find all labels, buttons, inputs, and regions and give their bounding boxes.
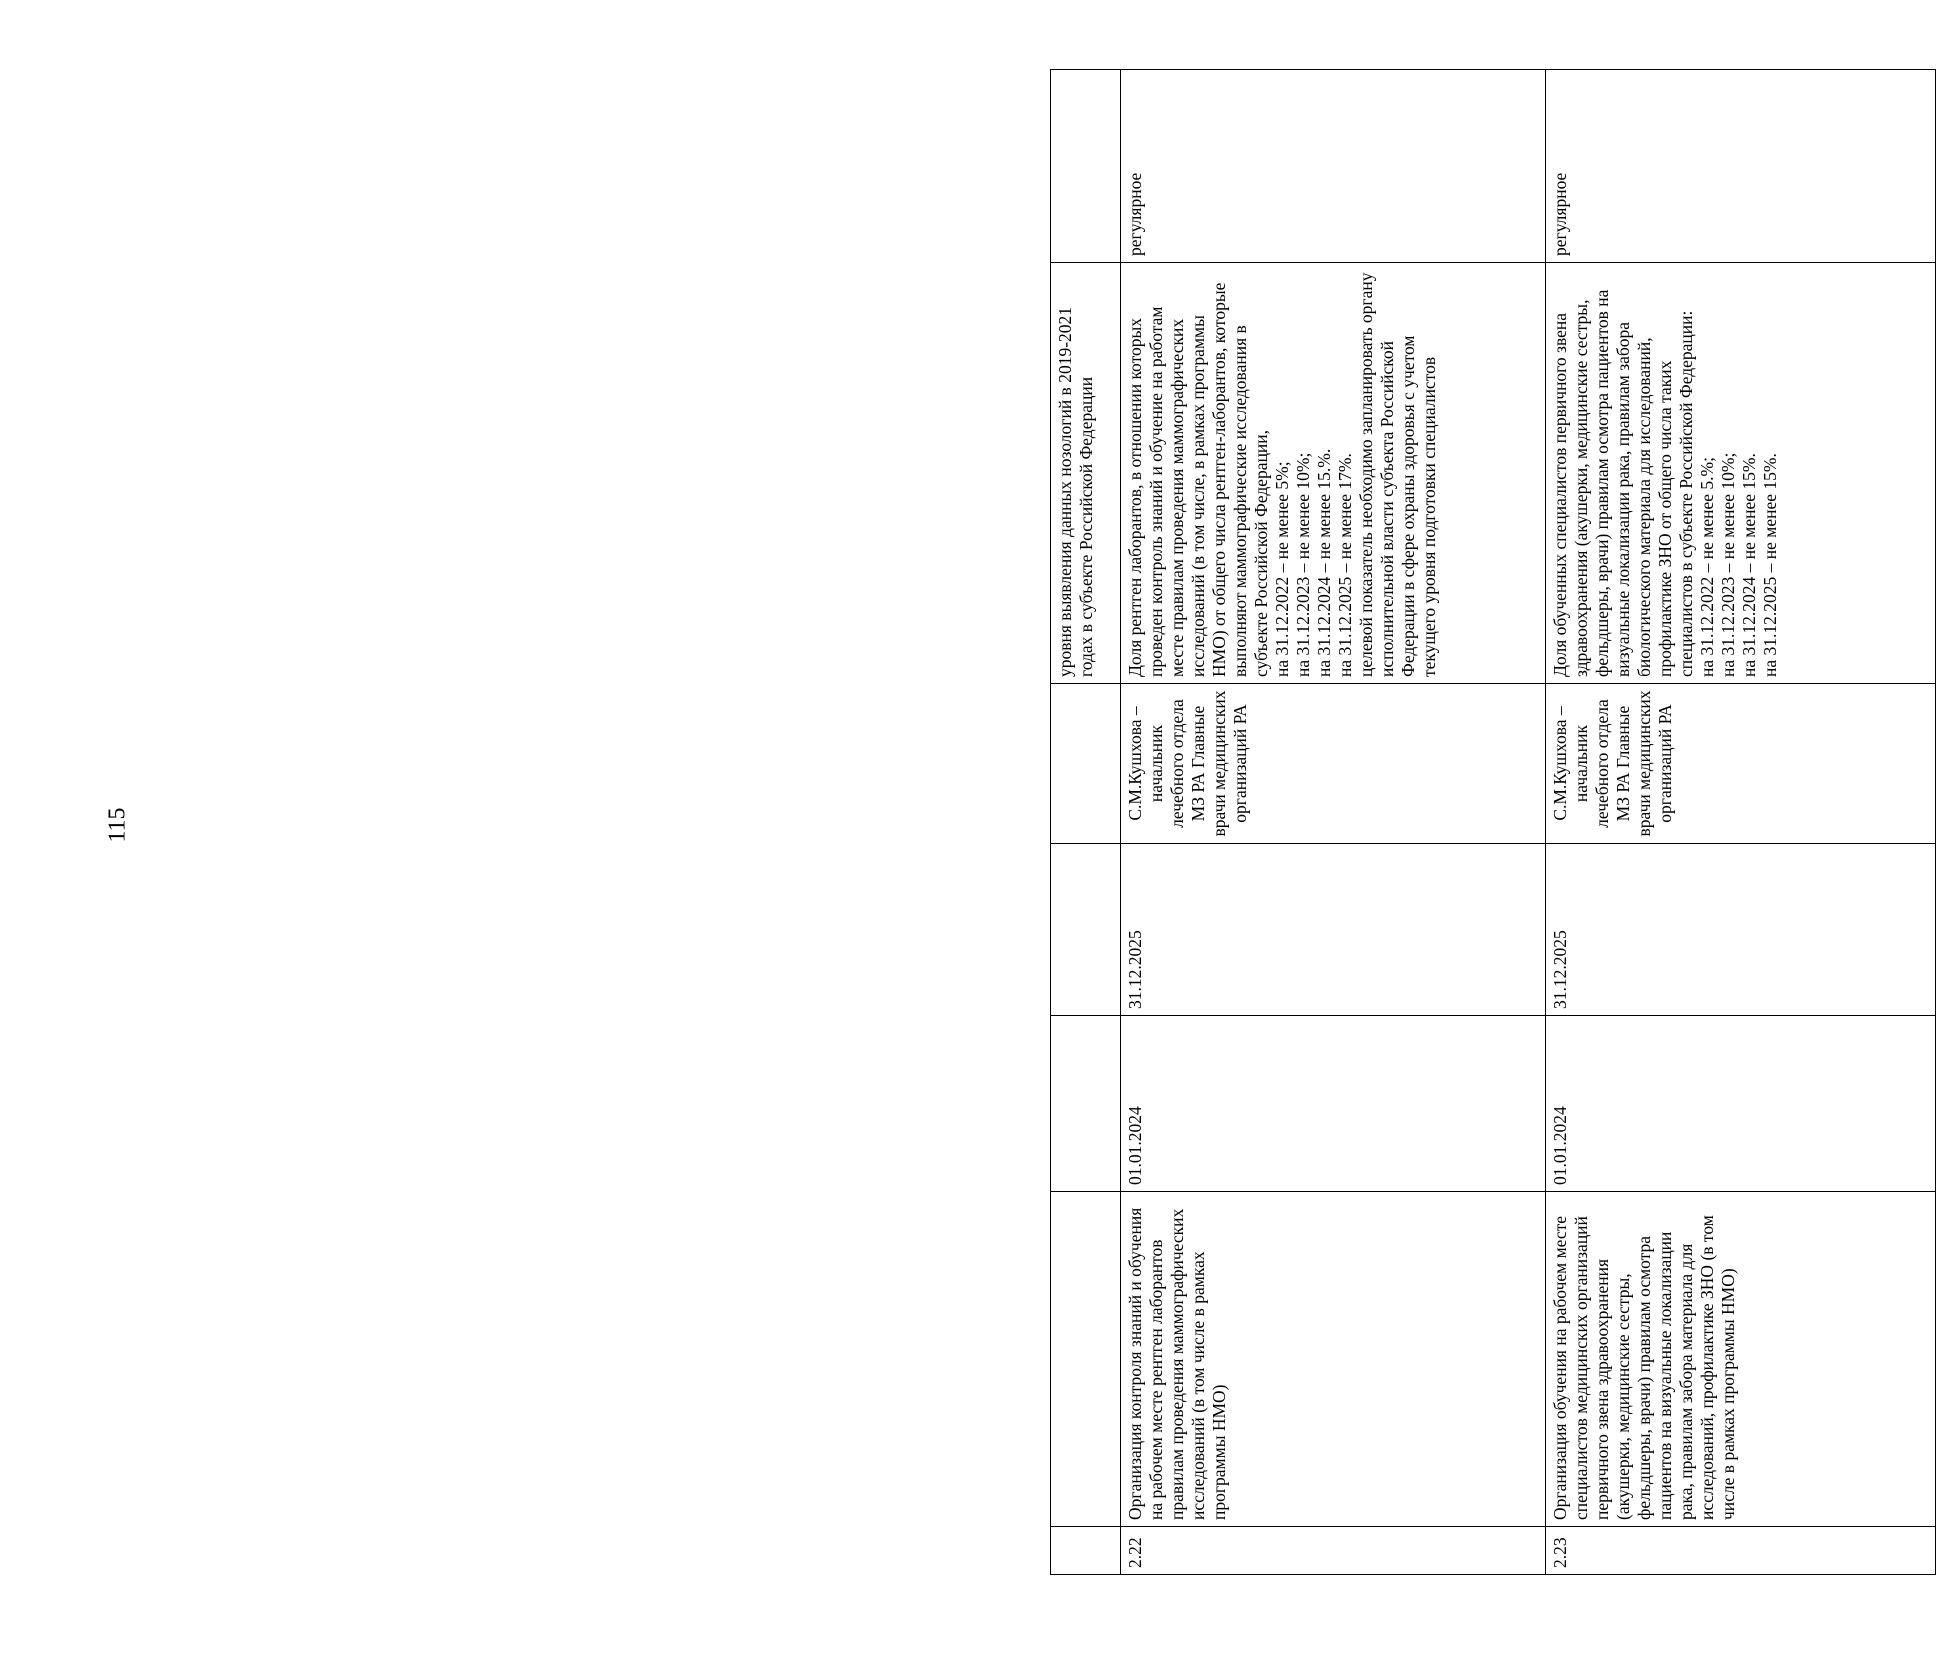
indicator-line: Доля рентген лаборантов, в отношении которых проведен контроль знаний и обучение на работам месте правилам проведения маммографических исследований (в том числе, в рамках программы НМО) от общего числа рентген-лаборантов, которые выполняют маммографические исследования в субъекте Российской Федерации,: [1125, 282, 1271, 677]
cell-event: [1051, 1192, 1121, 1527]
cell-responsible: [1051, 684, 1121, 844]
indicator-line: целевой показатель необходимо запланировать органу исполнительной власти субъекта Российской Федерации в сфере охраны здоровья с учетом текущего уровня подготовки специалистов: [1356, 272, 1439, 677]
cell-type: [1051, 70, 1121, 263]
indicator-line: на 31.12.2023 – не менее 10%;: [1718, 452, 1738, 677]
page-number: 115: [104, 807, 131, 843]
cell-end-date: [1051, 844, 1121, 1016]
cell-event: Организация контроля знаний и обучения на рабочем месте рентген лаборантов правилам проведения маммографических исследований (в том числе в рамках программы НМО): [1121, 1192, 1546, 1527]
indicator-line: на 31.12.2022 – не менее 5.%;: [1697, 457, 1717, 677]
table-row: [1546, 70, 1936, 1575]
cell-end-date: 31.12.2025: [1546, 844, 1936, 1016]
cell-start-date: [1051, 1016, 1121, 1192]
cell-indicator: [1546, 263, 1936, 684]
cell-start-date: 01.01.2024: [1121, 1016, 1546, 1192]
cell-responsible: С.М.Кушхова – начальник лечебного отдела МЗ РА Главные врачи медицинских организаций РА: [1546, 684, 1936, 844]
indicator-line: на 31.12.2024 – не менее 15%.: [1739, 453, 1759, 677]
cell-event: Организация обучения на рабочем месте специалистов медицинских организаций первичного звена здравоохранения (акушерки, медицинские сестры, фельдшеры, врачи) правилам осмотра пациентов на визуальные локализации рака, правилам забора материала для исследований, профилактике ЗНО (в том числе в рамках программы НМО): [1546, 1192, 1936, 1527]
indicator-line: Доля обученных специалистов первичного звена здравоохранения (акушерки, медицинские сестры, фельдшеры, врачи) правилам осмотра пациентов на визуальные локализации рака, правилам забора биологического материала для исследований, профилактике ЗНО от общего числа таких специалистов в субъекте Российской Федерации:: [1550, 289, 1696, 677]
cell-start-date: 01.01.2024: [1546, 1016, 1936, 1192]
cell-type: регулярное: [1121, 70, 1546, 263]
cell-end-date: 31.12.2025: [1121, 844, 1546, 1016]
indicator-line: на 31.12.2023 – не менее 10%;: [1293, 452, 1313, 677]
activities-table: [1050, 69, 1936, 1575]
indicator-line: на 31.12.2022 – не менее 5%;: [1272, 461, 1292, 677]
cell-responsible: С.М.Кушхова – начальник лечебного отдела МЗ РА Главные врачи медицинских организаций РА: [1121, 684, 1546, 844]
cell-indicator: [1121, 263, 1546, 684]
cell-type: регулярное: [1546, 70, 1936, 263]
cell-num: 2.23: [1546, 1527, 1936, 1575]
table-row-continuation: [1051, 70, 1121, 1575]
activities-table-wrapper: [1050, 70, 1935, 1575]
table-row: [1121, 70, 1546, 1575]
cell-indicator: уровня выявления данных нозологий в 2019-2021 годах в субъекте Российской Федерации: [1051, 263, 1121, 684]
indicator-line: на 31.12.2025 – не менее 15%.: [1760, 453, 1780, 677]
indicator-line: на 31.12.2024 – не менее 15.%.: [1314, 448, 1334, 677]
indicator-line: на 31.12.2025 – не менее 17%.: [1335, 453, 1355, 677]
cell-num: 2.22: [1121, 1527, 1546, 1575]
cell-num: [1051, 1527, 1121, 1575]
